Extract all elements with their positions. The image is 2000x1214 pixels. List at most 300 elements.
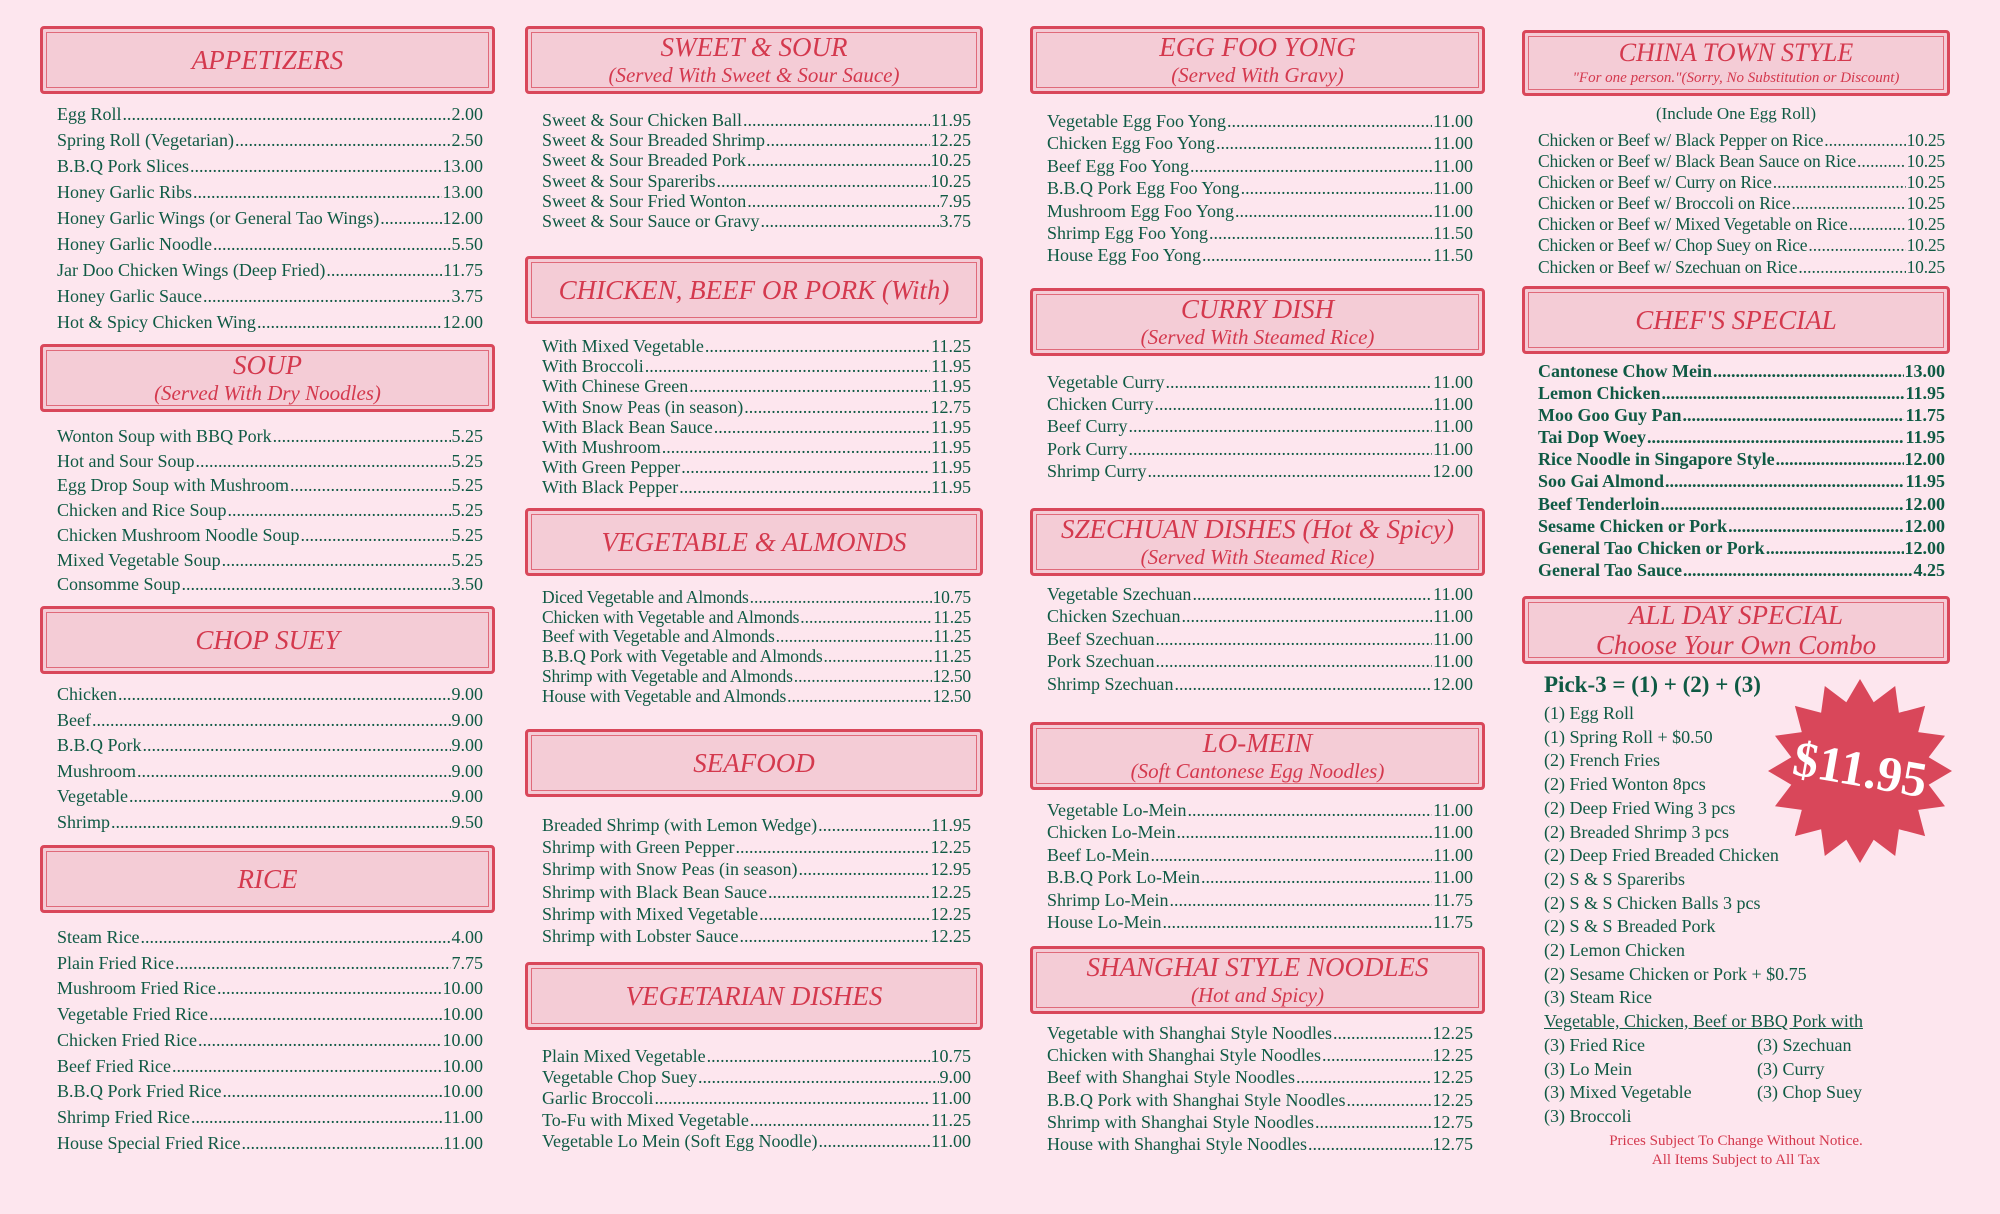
item-name: Chicken Szechuan: [1047, 606, 1181, 627]
item-name: Chicken Fried Rice: [57, 1029, 197, 1050]
item-price: 9.00: [939, 1067, 971, 1088]
item-price: 11.95: [1905, 471, 1945, 492]
rice-title: RICE: [237, 864, 298, 894]
dot-leader: [768, 881, 930, 903]
item-price: 12.00: [1904, 537, 1945, 558]
item-name: Honey Garlic Ribs: [57, 182, 192, 202]
item-price: 5.50: [451, 234, 483, 254]
szechuan-subtitle: (Served With Steamed Rice): [1140, 545, 1375, 569]
dot-leader: [681, 457, 930, 477]
menu-item: [1047, 177, 1473, 199]
veg-almonds-list: [542, 588, 971, 706]
menu-item: [57, 810, 483, 836]
item-name: Shrimp with Shanghai Style Noodles: [1047, 1111, 1314, 1132]
appetizers-list: [57, 101, 483, 335]
menu-item: [1538, 537, 1945, 559]
item-price: 11.00: [1433, 394, 1473, 415]
item-price: 11.25: [933, 626, 971, 647]
seafood-list: [542, 814, 971, 947]
item-name: Sweet & Sour Sauce or Gravy: [542, 211, 760, 232]
menu-item: [1047, 1066, 1473, 1088]
item-price: 10.25: [1906, 256, 1945, 277]
menu-item: [57, 449, 483, 474]
item-price: 11.50: [1433, 245, 1473, 266]
item-name: Mushroom Fried Rice: [57, 978, 216, 999]
menu-item: [1538, 360, 1945, 382]
dot-leader: [209, 1002, 442, 1028]
item-name: Chicken Egg Foo Yong: [1047, 133, 1216, 154]
item-price: 10.25: [1906, 214, 1945, 235]
dot-leader: [198, 1028, 442, 1054]
item-price: 11.95: [931, 815, 971, 835]
item-price: 4.00: [451, 927, 483, 947]
item-name: Beef Szechuan: [1047, 628, 1155, 649]
menu-item: [57, 153, 483, 179]
vegetarian-banner: [525, 962, 983, 1030]
curry-section: [1030, 288, 1485, 481]
item-price: 13.00: [442, 156, 483, 176]
egg-foo-yong-banner: [1030, 26, 1485, 94]
item-price: 10.25: [1906, 130, 1945, 150]
lo-mein-subtitle: (Soft Cantonese Egg Noodles): [1130, 759, 1385, 783]
item-name: Rice Noodle in Singapore Style: [1538, 449, 1775, 470]
item-price: 7.75: [451, 952, 483, 973]
item-price: 3.75: [451, 286, 483, 306]
dot-leader: [129, 784, 451, 810]
dot-leader: [714, 417, 930, 437]
dot-leader: [123, 101, 451, 127]
item-name: Shrimp with Green Pepper: [542, 837, 735, 858]
dot-leader: [1347, 1089, 1432, 1111]
dot-leader: [1333, 1022, 1432, 1044]
item-name: Honey Garlic Sauce: [57, 286, 202, 306]
item-name: Vegetable Fried Rice: [57, 1004, 208, 1025]
menu-item: [542, 836, 971, 858]
dot-leader: [222, 548, 451, 573]
dot-leader: [1647, 426, 1904, 448]
menu-item: [542, 925, 971, 947]
item-name: Beef: [57, 709, 91, 730]
combo-option: (2) S & S Breaded Pork: [1544, 916, 1716, 937]
item-name: Spring Roll (Vegetarian): [57, 130, 234, 150]
menu-item: [542, 150, 971, 170]
item-name: Shrimp Lo-Mein: [1047, 889, 1169, 910]
menu-item: [542, 814, 971, 836]
dot-leader: [118, 682, 451, 708]
china-town-banner: [1522, 30, 1950, 96]
item-price: 11.95: [1905, 427, 1945, 448]
item-price: 11.00: [443, 1132, 483, 1153]
item-price: 11.95: [931, 437, 971, 458]
item-price: 12.00: [1904, 449, 1945, 470]
sweet-sour-subtitle: (Served With Sweet & Sour Sauce): [608, 63, 900, 87]
item-name: Chicken Curry: [1047, 394, 1154, 415]
soup-title: SOUP: [233, 350, 302, 380]
combo-option: (2) Breaded Shrimp 3 pcs: [1544, 821, 1729, 842]
combo-option: (3) Mixed Vegetable: [1544, 1082, 1692, 1103]
rice-banner: [40, 845, 495, 913]
item-name: Vegetable Egg Foo Yong: [1047, 111, 1226, 131]
item-price: 11.75: [443, 260, 483, 280]
combo-option: (2) French Fries: [1544, 750, 1660, 771]
shanghai-section: [1030, 946, 1485, 1155]
menu-item: [1047, 821, 1473, 843]
item-price: 3.50: [451, 574, 483, 595]
menu-item: [542, 376, 971, 396]
item-name: Beef Fried Rice: [57, 1055, 171, 1076]
dot-leader: [1187, 799, 1432, 821]
dot-leader: [766, 130, 930, 150]
item-name: With Black Pepper: [542, 477, 679, 498]
menu-item: [57, 179, 483, 205]
item-price: 7.95: [939, 190, 971, 211]
item-price: 11.00: [1433, 372, 1473, 392]
menu-item: [1538, 193, 1945, 214]
item-name: Tai Dop Woey: [1538, 427, 1647, 448]
item-price: 11.25: [933, 606, 971, 627]
combo-option: (2) Sesame Chicken or Pork + $0.75: [1544, 963, 1807, 984]
combo-base-left: [1544, 1034, 1757, 1129]
chop-suey-list: [57, 682, 483, 835]
item-name: Shrimp with Snow Peas (in season): [542, 859, 798, 880]
item-name: Vegetable Curry: [1047, 372, 1165, 392]
item-name: Diced Vegetable and Almonds: [542, 587, 749, 607]
menu-item: [542, 457, 971, 477]
dot-leader: [1241, 177, 1433, 199]
dot-leader: [750, 588, 932, 608]
dot-leader: [1154, 393, 1432, 415]
dot-leader: [273, 424, 451, 449]
menu-item: [1047, 393, 1473, 415]
soup-list: [57, 424, 483, 597]
combo-option: (3) Chop Suey: [1757, 1082, 1862, 1103]
dot-leader: [191, 1105, 442, 1131]
item-name: Chicken or Beef w/ Szechuan on Rice: [1538, 256, 1798, 277]
item-name: Sweet & Sour Breaded Shrimp: [542, 130, 765, 151]
dot-leader: [750, 1110, 930, 1131]
combo-option: (2) Deep Fried Wing 3 pcs: [1544, 797, 1736, 818]
dot-leader: [744, 397, 929, 417]
menu-item: [1047, 1044, 1473, 1066]
item-name: Hot and Sour Soup: [57, 450, 195, 471]
sweet-sour-section: [525, 26, 983, 232]
combo-base-options: [1544, 1034, 1863, 1129]
item-name: To-Fu with Mixed Vegetable: [542, 1109, 749, 1130]
item-name: Chicken or Beef w/ Black Pepper on Rice: [1538, 130, 1824, 150]
dot-leader: [1170, 889, 1433, 911]
menu-item: [1047, 155, 1473, 177]
combo-option: (3) Fried Rice: [1544, 1034, 1645, 1055]
item-price: 12.00: [442, 208, 483, 228]
item-name: Beef Lo-Mein: [1047, 844, 1150, 865]
item-name: Shrimp with Vegetable and Almonds: [542, 665, 793, 686]
menu-item: [57, 1079, 483, 1105]
dot-leader: [1227, 110, 1432, 132]
menu-item: [57, 1002, 483, 1028]
curry-banner: [1030, 288, 1485, 356]
item-price: 12.50: [932, 685, 971, 706]
dot-leader: [235, 127, 451, 153]
menu-item: [1538, 130, 1945, 151]
item-name: Chicken: [57, 684, 117, 704]
menu-item: [542, 1046, 971, 1067]
item-name: Mixed Vegetable Soup: [57, 549, 221, 570]
item-name: Shrimp with Lobster Sauce: [542, 926, 739, 947]
dot-leader: [818, 814, 930, 836]
menu-item: [1047, 371, 1473, 393]
menu-item: [542, 687, 971, 707]
item-name: Wonton Soup with BBQ Pork: [57, 426, 272, 446]
menu-item: [57, 1131, 483, 1157]
dot-leader: [1728, 515, 1903, 537]
item-price: 12.25: [930, 926, 971, 947]
dot-leader: [1798, 257, 1905, 278]
sweet-sour-title: SWEET & SOUR: [660, 32, 848, 62]
dot-leader: [1792, 193, 1906, 214]
item-name: Vegetable: [57, 786, 128, 806]
dot-leader: [301, 523, 451, 548]
menu-item: [57, 101, 483, 127]
item-price: 12.00: [1904, 515, 1945, 536]
menu-item: [542, 1067, 971, 1088]
item-name: Shrimp with Black Bean Sauce: [542, 881, 767, 902]
appetizers-banner: [40, 26, 495, 94]
lo-mein-list: [1047, 799, 1473, 933]
item-price: 9.00: [451, 735, 483, 755]
item-price: 11.00: [1433, 178, 1473, 199]
item-name: Vegetable Chop Suey: [542, 1067, 697, 1088]
item-price: 12.25: [1432, 1067, 1473, 1088]
dot-leader: [193, 179, 442, 205]
item-price: 10.25: [1906, 172, 1945, 193]
item-price: 10.75: [932, 587, 971, 607]
dot-leader: [1308, 1133, 1432, 1155]
menu-item: [57, 231, 483, 257]
menu-item: [1047, 1089, 1473, 1111]
combo-with-line: Vegetable, Chicken, Beef or BBQ Pork with: [1544, 1011, 1863, 1032]
dot-leader: [175, 951, 451, 977]
item-name: B.B.Q Pork: [57, 735, 142, 755]
item-price: 11.00: [1433, 628, 1473, 649]
dot-leader: [1209, 222, 1432, 244]
dot-leader: [182, 572, 451, 597]
item-price: 2.00: [451, 104, 483, 124]
menu-item: [1538, 426, 1945, 448]
combo-option: (2) Lemon Chicken: [1544, 940, 1685, 961]
item-price: 12.95: [930, 859, 971, 880]
item-name: Steam Rice: [57, 927, 140, 947]
item-price: 9.00: [451, 709, 483, 730]
menu-item: [57, 548, 483, 573]
menu-item: [1047, 605, 1473, 627]
dot-leader: [1128, 415, 1432, 437]
dot-leader: [257, 309, 442, 335]
vegetarian-section: [525, 962, 983, 1151]
dot-leader: [1235, 200, 1432, 222]
item-name: Breaded Shrimp (with Lemon Wedge): [542, 815, 818, 835]
menu-item: [1538, 448, 1945, 470]
item-name: Egg Roll: [57, 104, 122, 124]
dot-leader: [1165, 371, 1432, 393]
menu-item: [57, 572, 483, 597]
item-name: Beef Curry: [1047, 416, 1128, 437]
item-price: 12.25: [930, 130, 971, 151]
dot-leader: [1665, 470, 1904, 492]
soup-banner: [40, 344, 495, 412]
item-name: B.B.Q Pork Fried Rice: [57, 1081, 222, 1102]
dot-leader: [140, 925, 450, 951]
dot-leader: [689, 376, 930, 396]
dot-leader: [172, 1054, 442, 1080]
rice-section: [40, 845, 495, 1153]
menu-item: [542, 903, 971, 925]
egg-foo-yong-section: [1030, 26, 1485, 266]
china-town-subtitle: "For one person."(Sorry, No Substitution or Discount): [1572, 70, 1900, 86]
item-price: 5.25: [451, 500, 483, 521]
menu-item: [57, 523, 483, 548]
chop-suey-section: [40, 606, 495, 832]
dot-leader: [1162, 911, 1432, 933]
vegetarian-list: [542, 1046, 971, 1152]
dot-leader: [227, 498, 450, 523]
item-name: Plain Fried Rice: [57, 952, 174, 973]
item-name: Moo Goo Guy Pan: [1538, 405, 1682, 426]
dot-leader: [203, 283, 451, 309]
item-price: 11.25: [933, 646, 971, 667]
item-name: B.B.Q Pork with Vegetable and Almonds: [542, 646, 823, 667]
item-price: 11.00: [1433, 584, 1473, 604]
egg-foo-yong-subtitle: (Served With Gravy): [1171, 63, 1344, 87]
item-name: Vegetable Lo Mein (Soft Egg Noodle): [542, 1130, 818, 1151]
item-price: 9.00: [451, 760, 483, 781]
cbp-section: [525, 256, 983, 498]
menu-item: [1538, 470, 1945, 492]
item-name: House with Vegetable and Almonds: [542, 685, 787, 706]
item-price: 11.25: [931, 336, 971, 356]
chop-suey-title: CHOP SUEY: [195, 625, 340, 655]
seafood-banner: [525, 729, 983, 797]
menu-item: [542, 627, 971, 647]
item-name: Pork Curry: [1047, 438, 1128, 459]
shanghai-title: SHANGHAI STYLE NOODLES: [1086, 952, 1429, 982]
dot-leader: [1148, 460, 1432, 482]
item-name: With Snow Peas (in season): [542, 396, 744, 417]
szechuan-title: SZECHUAN DISHES (Hot & Spicy): [1061, 514, 1454, 544]
veg-almonds-banner: [525, 508, 983, 576]
cbp-title: CHICKEN, BEEF OR PORK (With): [558, 275, 950, 305]
dot-leader: [1322, 1044, 1432, 1066]
dot-leader: [760, 211, 938, 231]
menu-item: [1538, 515, 1945, 537]
menu-item: [542, 667, 971, 687]
item-price: 11.95: [931, 416, 971, 437]
dot-leader: [190, 153, 441, 179]
menu-item: [542, 417, 971, 437]
item-price: 11.00: [1433, 133, 1473, 154]
menu-item: [57, 257, 483, 283]
item-name: B.B.Q Pork with Shanghai Style Noodles: [1047, 1089, 1346, 1110]
dot-leader: [747, 150, 930, 170]
item-price: 11.00: [1433, 200, 1473, 221]
combo-options-list: [1544, 702, 1863, 1010]
item-price: 10.75: [930, 1046, 971, 1066]
item-price: 10.25: [930, 170, 971, 191]
item-name: Chicken Lo-Mein: [1047, 822, 1176, 843]
dot-leader: [794, 667, 932, 687]
item-name: Sweet & Sour Breaded Pork: [542, 150, 746, 171]
item-price: 12.00: [1904, 493, 1945, 514]
item-name: Soo Gai Almond: [1538, 471, 1665, 492]
menu-item: [542, 608, 971, 628]
dot-leader: [1857, 151, 1906, 172]
dot-leader: [1192, 583, 1432, 605]
menu-item: [1047, 628, 1473, 650]
lo-mein-banner: [1030, 722, 1485, 790]
combo-option: (3) Steam Rice: [1544, 987, 1652, 1008]
menu-item: [542, 110, 971, 130]
item-name: Beef with Vegetable and Almonds: [542, 626, 775, 647]
item-price: 10.00: [442, 1055, 483, 1076]
menu-item: [57, 759, 483, 785]
item-price: 11.75: [1433, 912, 1473, 933]
item-price: 11.95: [931, 110, 971, 130]
item-name: Jar Doo Chicken Wings (Deep Fried): [57, 260, 326, 280]
item-name: Sweet & Sour Chicken Ball: [542, 110, 742, 130]
menu-item: [542, 130, 971, 150]
combo-option: (3) Lo Mein: [1544, 1058, 1632, 1079]
dot-leader: [707, 1046, 930, 1067]
item-price: 13.00: [442, 182, 483, 202]
menu-item: [1047, 866, 1473, 888]
item-price: 10.00: [442, 978, 483, 999]
item-name: Honey Garlic Noodle: [57, 234, 212, 254]
soup-section: [40, 344, 495, 595]
menu-item: [542, 437, 971, 457]
dot-leader: [824, 647, 933, 667]
dot-leader: [111, 810, 450, 836]
dot-leader: [380, 205, 441, 231]
item-price: 11.95: [1905, 383, 1945, 404]
item-name: Chicken or Beef w/ Mixed Vegetable on Rice: [1538, 214, 1848, 235]
dot-leader: [747, 191, 938, 211]
combo-option: (2) S & S Chicken Balls 3 pcs: [1544, 892, 1761, 913]
dot-leader: [645, 356, 930, 376]
item-price: 11.00: [1433, 438, 1473, 459]
dot-leader: [1129, 438, 1433, 460]
menu-item: [1047, 799, 1473, 821]
item-name: Sweet & Sour Fried Wonton: [542, 190, 747, 211]
menu-item: [57, 424, 483, 449]
china-town-note: (Include One Egg Roll): [1655, 104, 1817, 123]
item-price: 11.75: [1433, 889, 1473, 910]
chefs-special-list: [1538, 360, 1945, 581]
menu-item: [1047, 222, 1473, 244]
dot-leader: [1155, 628, 1432, 650]
item-name: Chicken with Shanghai Style Noodles: [1047, 1045, 1321, 1066]
item-name: With Mixed Vegetable: [542, 336, 704, 356]
item-price: 3.75: [939, 211, 971, 232]
egg-foo-yong-title: EGG FOO YONG: [1159, 32, 1356, 62]
dot-leader: [662, 437, 930, 457]
item-price: 5.25: [451, 426, 483, 446]
combo-option: (1) Egg Roll: [1544, 703, 1634, 723]
combo-price: $11.95: [1789, 729, 1932, 809]
menu-item: [1047, 1111, 1473, 1133]
rice-list: [57, 925, 483, 1156]
menu-item: [542, 356, 971, 376]
item-price: 12.75: [1432, 1134, 1473, 1155]
item-price: 10.25: [1906, 151, 1945, 172]
